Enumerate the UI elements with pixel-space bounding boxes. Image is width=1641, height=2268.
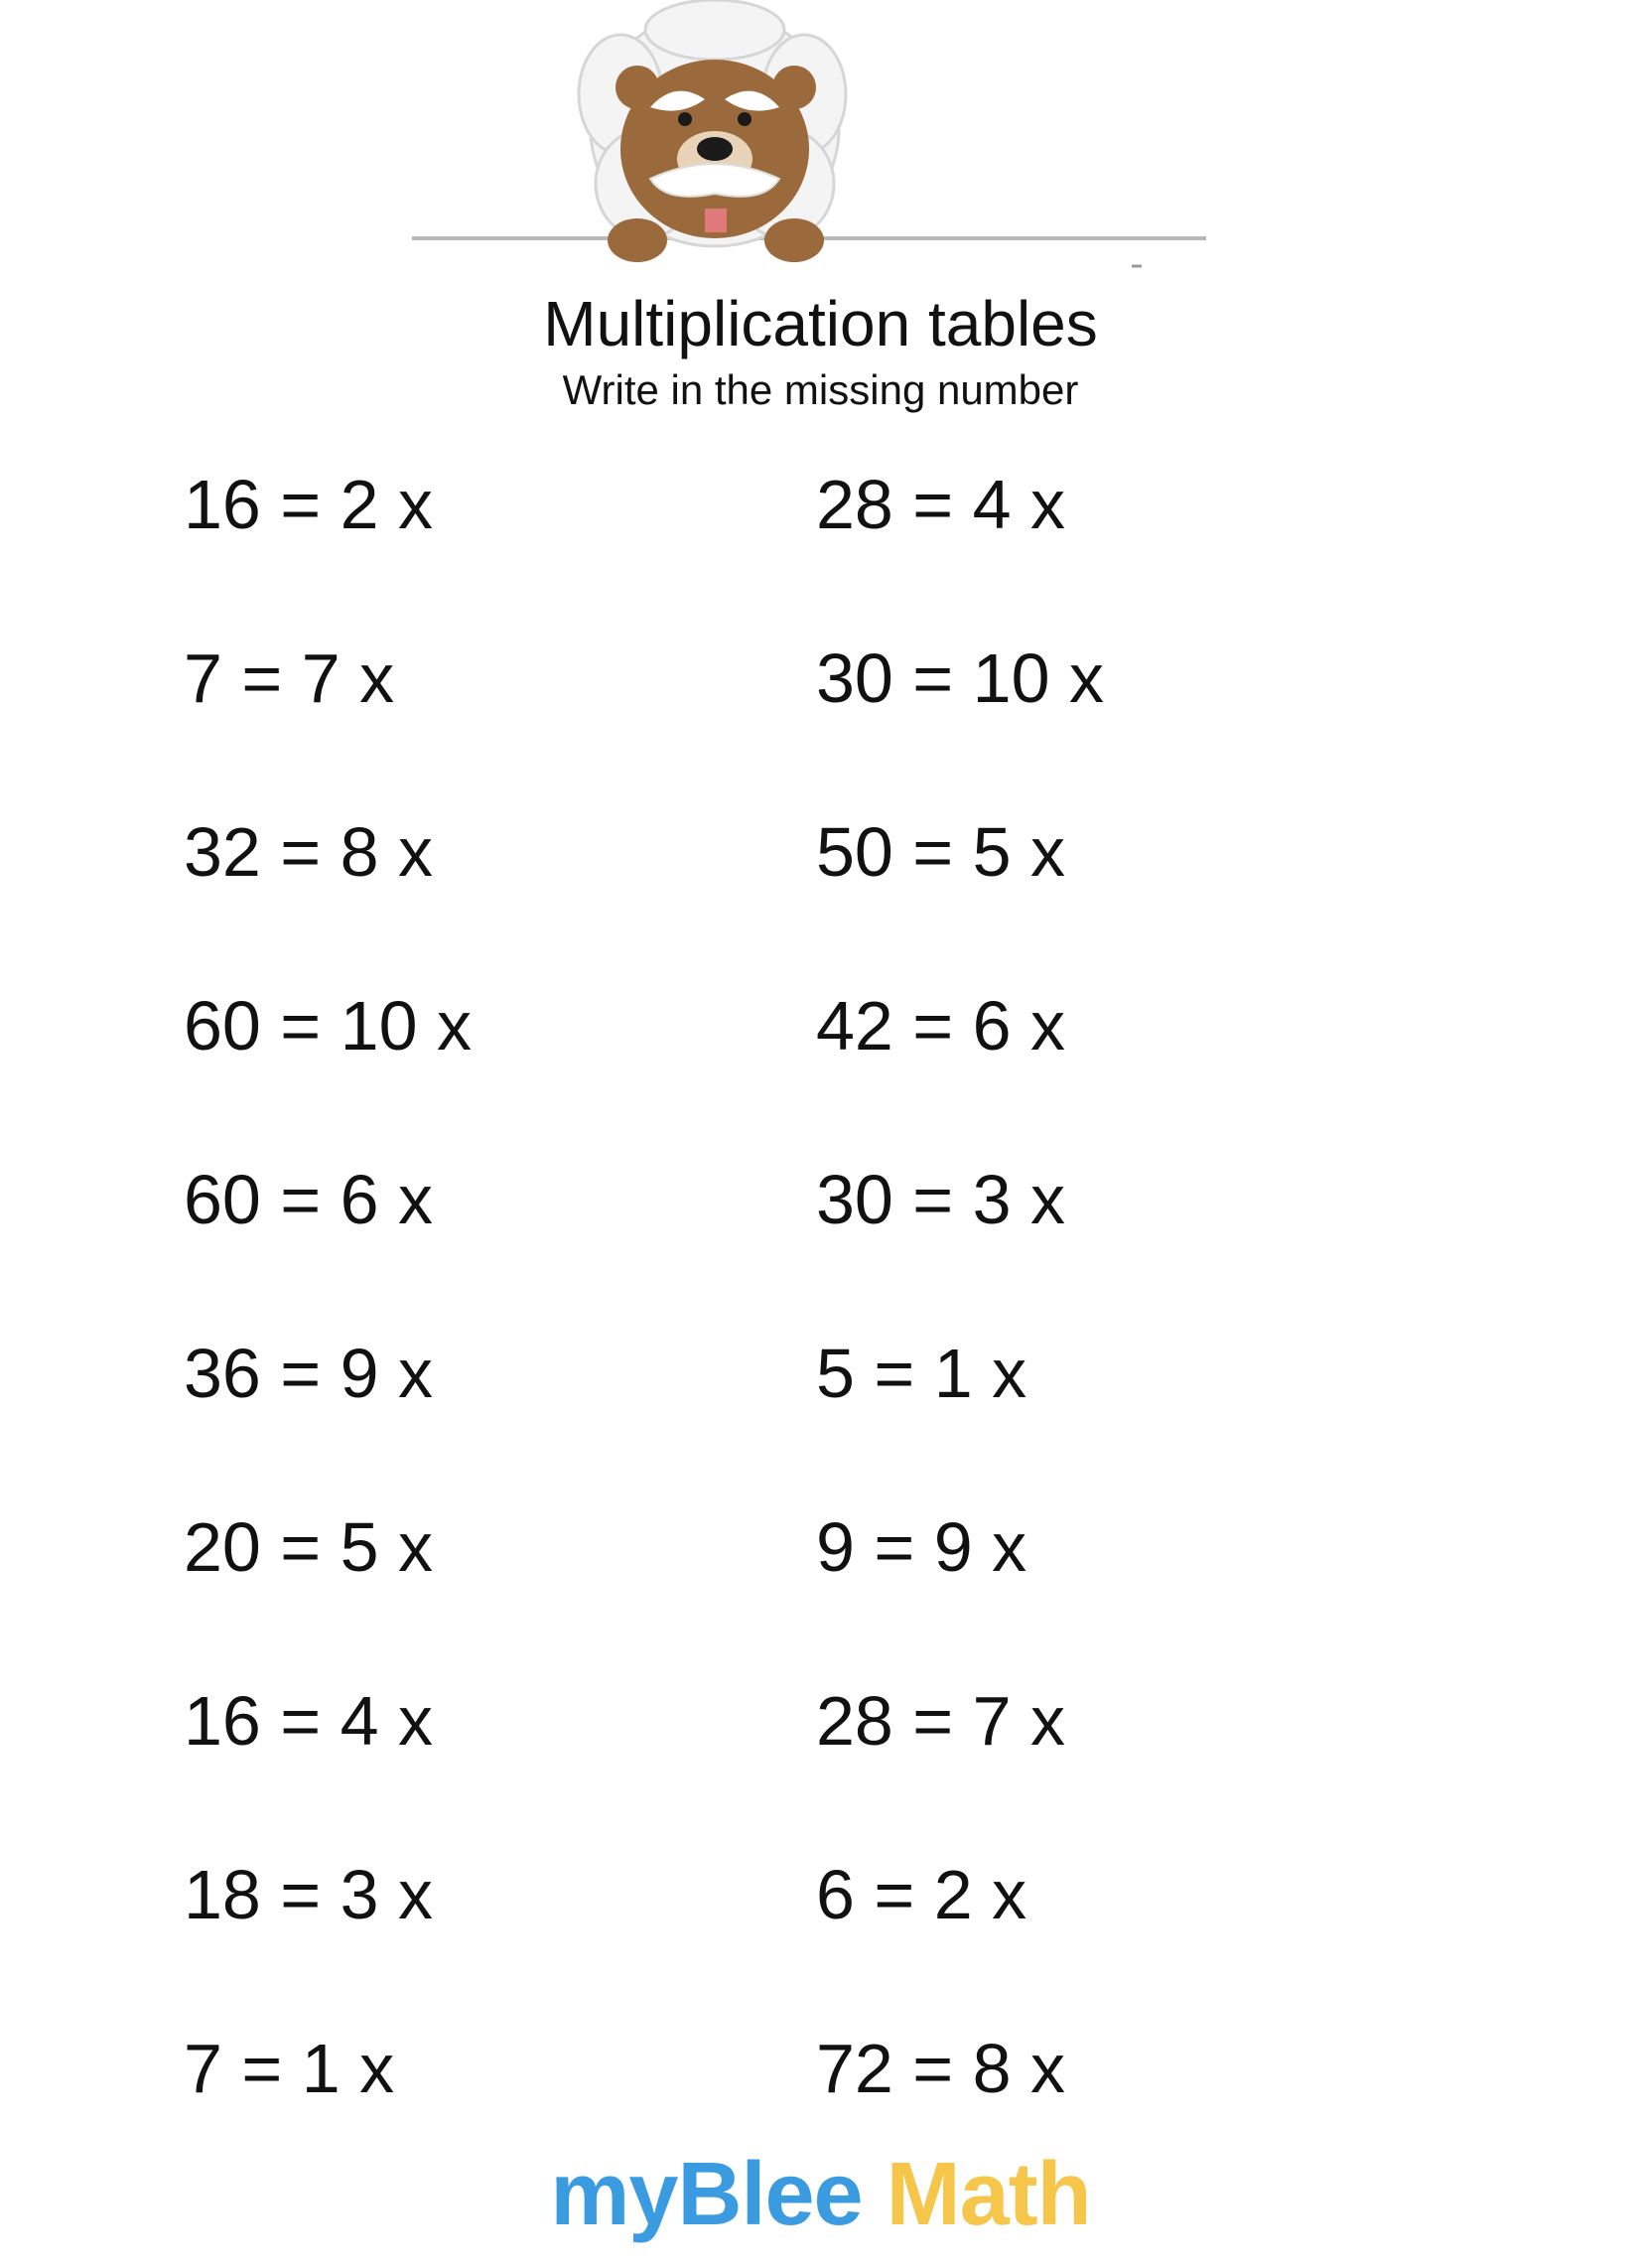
problem-left-1: 16 = 2 x (184, 466, 434, 543)
problem-right-4: 42 = 6 x (816, 987, 1066, 1064)
problem-right-5: 30 = 3 x (816, 1161, 1066, 1238)
logo-my: my (550, 2145, 678, 2244)
problem-left-8: 16 = 4 x (184, 1682, 434, 1760)
problem-left-7: 20 = 5 x (184, 1508, 434, 1586)
problem-right-7: 9 = 9 x (816, 1508, 1027, 1586)
problem-right-9: 6 = 2 x (816, 1856, 1027, 1933)
problem-right-1: 28 = 4 x (816, 466, 1066, 543)
problem-left-3: 32 = 8 x (184, 813, 434, 891)
page-title: Multiplication tables (543, 288, 1098, 359)
problem-left-5: 60 = 6 x (184, 1161, 434, 1238)
problem-left-9: 18 = 3 x (184, 1856, 434, 1933)
problem-right-2: 30 = 10 x (816, 639, 1104, 717)
instructions: Write in the missing number (562, 366, 1079, 413)
problem-left-4: 60 = 10 x (184, 987, 472, 1064)
logo-math: Math (886, 2145, 1091, 2244)
problem-right-8: 28 = 7 x (816, 1682, 1066, 1760)
problem-left-6: 36 = 9 x (184, 1335, 434, 1412)
problem-left-10: 7 = 1 x (184, 2030, 395, 2107)
problem-left-2: 7 = 7 x (184, 639, 395, 717)
problem-right-10: 72 = 8 x (816, 2030, 1066, 2107)
logo-blee: Blee (677, 2145, 863, 2244)
problem-right-3: 50 = 5 x (816, 813, 1066, 891)
problem-right-6: 5 = 1 x (816, 1335, 1027, 1412)
myblee-math-logo (0, 2145, 1641, 2244)
